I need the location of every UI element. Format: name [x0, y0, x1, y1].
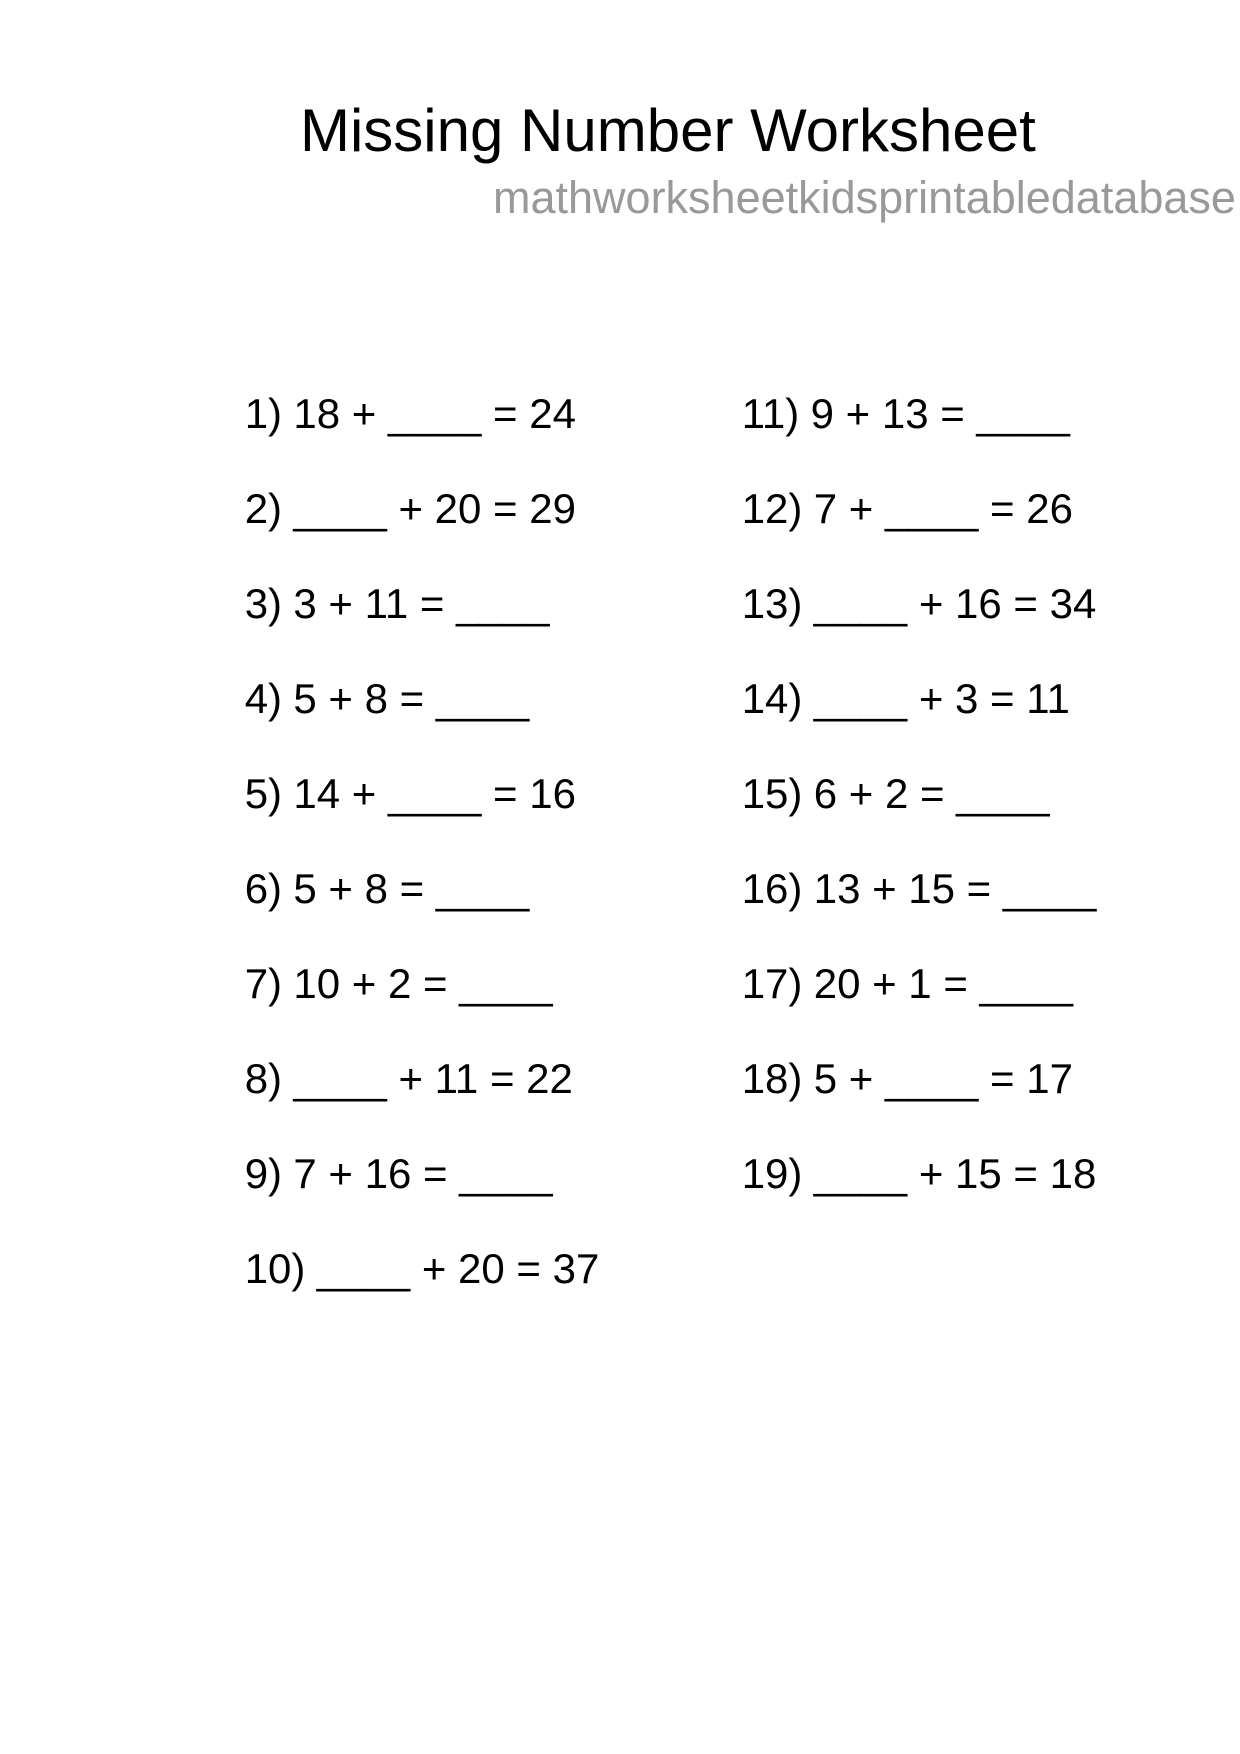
- problem-expression: ____ + 11 = 22: [293, 1055, 573, 1102]
- problem-row: [198, 921, 698, 1016]
- problem-expression: 14 + ____ = 16: [293, 770, 576, 817]
- problem-row: [695, 351, 1195, 446]
- page-title: Missing Number Worksheet: [300, 97, 1036, 164]
- problem-number: 3): [244, 580, 283, 627]
- problem-expression: 5 + 8 = ____: [293, 865, 530, 912]
- problem-row: [198, 446, 698, 541]
- problem-expression: 9 + 13 = ____: [810, 390, 1070, 437]
- problem-expression: 7 + ____ = 26: [813, 485, 1073, 532]
- problem-number: 10): [244, 1245, 306, 1292]
- problem-row: [695, 1111, 1195, 1206]
- problem-number: 9): [244, 1150, 283, 1197]
- problem-row: [695, 826, 1195, 921]
- problem-number: 4): [244, 675, 283, 722]
- problem-row: [695, 636, 1195, 731]
- problems-column-right: [695, 351, 1195, 1206]
- problem-number: 1): [244, 390, 283, 437]
- problem-expression: ____ + 16 = 34: [813, 580, 1097, 627]
- problem-number: 17): [741, 960, 803, 1007]
- problem-expression: 6 + 2 = ____: [813, 770, 1050, 817]
- problem-expression: 7 + 16 = ____: [293, 1150, 553, 1197]
- problem-row: [198, 731, 698, 826]
- problem-row: [695, 1016, 1195, 1111]
- problem-number: 14): [741, 675, 803, 722]
- problem-number: 6): [244, 865, 283, 912]
- problem-number: 7): [244, 960, 283, 1007]
- problem-number: 18): [741, 1055, 803, 1102]
- problem-number: 19): [741, 1150, 803, 1197]
- problem-number: 12): [741, 485, 803, 532]
- problem-expression: 13 + 15 = ____: [813, 865, 1097, 912]
- problem-number: 13): [741, 580, 803, 627]
- problems-column-left: [198, 351, 698, 1301]
- problem-row: [198, 351, 698, 446]
- problem-number: 8): [244, 1055, 283, 1102]
- problem-number: 2): [244, 485, 283, 532]
- problem-expression: ____ + 3 = 11: [813, 675, 1070, 722]
- problem-expression: 20 + 1 = ____: [813, 960, 1073, 1007]
- problem-row: [198, 1206, 698, 1301]
- problem-row: [198, 826, 698, 921]
- watermark-text: mathworksheetkidsprintabledatabase: [493, 172, 1236, 223]
- problem-number: 11): [741, 390, 800, 437]
- problem-row: [695, 731, 1195, 826]
- problem-number: 5): [244, 770, 283, 817]
- problem-expression: 5 + 8 = ____: [293, 675, 530, 722]
- problem-row: [198, 1111, 698, 1206]
- problem-expression: ____ + 20 = 29: [293, 485, 576, 532]
- problem-expression: ____ + 20 = 37: [316, 1245, 600, 1292]
- problem-row: [198, 636, 698, 731]
- problem-row: [695, 446, 1195, 541]
- problem-expression: 10 + 2 = ____: [293, 960, 553, 1007]
- problem-expression: 3 + 11 = ____: [293, 580, 550, 627]
- problem-expression: 5 + ____ = 17: [813, 1055, 1073, 1102]
- problem-number: 15): [741, 770, 803, 817]
- problem-row: [695, 921, 1195, 1016]
- problem-expression: ____ + 15 = 18: [813, 1150, 1097, 1197]
- problem-expression: 18 + ____ = 24: [293, 390, 576, 437]
- problem-row: [198, 541, 698, 636]
- problem-row: [198, 1016, 698, 1111]
- problem-row: [695, 541, 1195, 636]
- problem-number: 16): [741, 865, 803, 912]
